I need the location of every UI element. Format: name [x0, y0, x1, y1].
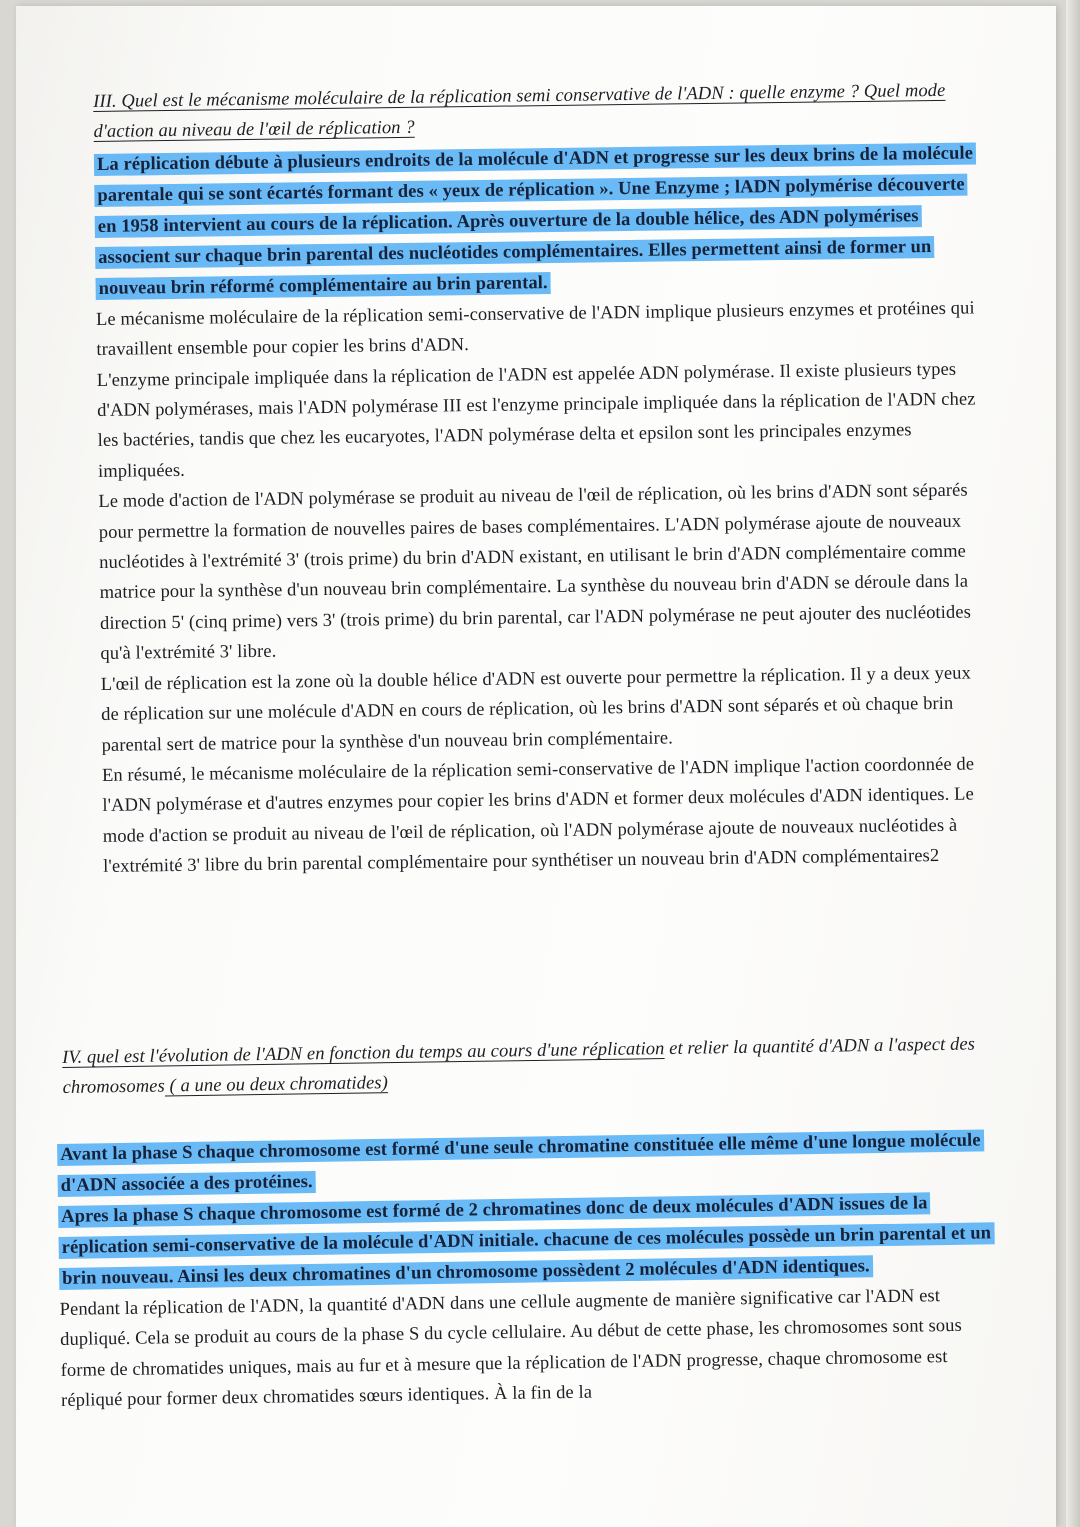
page-edge — [1066, 0, 1080, 1527]
paragraph: L'œil de réplication est la zone où la double hélice d'ADN est ouverte pour permettre la réplication. Il y a deux yeux de réplication sur une molécule d'ADN en cours de réplication, où les brins d'ADN sont séparés et où chaque brin parental sert de matrice pour la synthèse d'un nouveau brin complémentaire. — [100, 663, 972, 756]
paragraph: Le mode d'action de l'ADN polymérase se produit au niveau de l'œil de réplication, où les brins d'ADN sont séparés pour permettre la formation de nouvelles paires de bases complémentaires. L'ADN polymérase ajoute de nouveaux nucléotides à l'extrémité 3' (trois prime) du brin d'ADN existant, en utilisant le brin d'ADN complémentaire comme matrice pour la synthèse d'un nouveau brin complémentaire. La synthèse du nouveau brin d'ADN se déroule dans la direction 5' (cinq prime) vers 3' (trois prime) du brin parental, car l'ADN polymérase ne peut ajouter des nucléotides qu'à l'extrémité 3' libre. — [98, 480, 972, 665]
highlighted-answer-3: La réplication débute à plusieurs endroits de la molécule d'ADN et progresse sur les deux brins de la molécule parentale qui se sont écartés formant des « yeux de réplication ». Une Enzyme ; lADN polymérise découverte en 1958 intervient au cours de la réplication. Après ouverture de la double hélice, des ADN polymérises associent sur chaque brin parental des nucléotides complémentaires. Elles permettent ainsi de former un nouveau brin réformé complémentaire au brin parental. — [94, 138, 976, 305]
paragraph: Le mécanisme moléculaire de la réplication semi-conservative de l'ADN implique plusieurs enzymes et protéines qui travaillent ensemble pour copier les brins d'ADN. — [95, 298, 975, 361]
question-4: IV. quel est l'évolution de l'ADN en fonction du temps au cours d'une réplication et relier la quantité d'ADN a l'aspect des chromosomes ( a une ou deux chromatides) — [62, 1034, 976, 1099]
section-3 — [93, 75, 983, 882]
highlighted-answer-4a: Avant la phase S chaque chromosome est formé d'une seule chromatine constituée elle même d'une longue molécule d'ADN associée a des protéines. — [57, 1125, 993, 1202]
section-4-answer — [57, 1125, 996, 1416]
question-3: III. Quel est le mécanisme moléculaire de la réplication semi conservative de l'ADN : quelle enzyme ? Quel mode d'action au niveau de l'œil de réplication ? — [93, 80, 946, 143]
paragraph: En résumé, le mécanisme moléculaire de la réplication semi-conservative de l'ADN implique l'action coordonnée de l'ADN polymérase et d'autres enzymes pour copier les brins d'ADN et former deux molécules d'ADN identiques. Le mode d'action se produit au niveau de l'œil de réplication, où l'ADN polymérase ajoute de nouveaux nucléotides à l'extrémité 3' libre du brin parental complémentaire pour synthétiser un nouveau brin d'ADN complémentaires2 — [101, 754, 975, 878]
paragraph: L'enzyme principale impliquée dans la réplication de l'ADN est appelée ADN polymérase. Il existe plusieurs types d'ADN polymérases, mais l'ADN polymérase III est l'enzyme principale impliquée dans la réplication de l'ADN chez les bactéries, tandis que chez les eucaryotes, l'ADN polymérase delta et epsilon sont les principales enzymes impliquées. — [96, 359, 976, 482]
paragraph: Pendant la réplication de l'ADN, la quantité d'ADN dans une cellule augmente de manière significative car l'ADN est dupliqué. Cela se produit au cours de la phase S du cycle cellulaire. Au début de cette phase, les chromosomes sont sous forme de chromatides uniques, mais au fur et à mesure que la réplication de l'ADN progresse, chaque chromosome est répliqué pour former deux chromatides sœurs identiques. À la fin de la — [59, 1286, 963, 1412]
highlighted-answer-4b: Apres la phase S chaque chromosome est formé de 2 chromatines donc de deux molécules d'ADN issues de la réplication semi-conservative de la molécule d'ADN initiale. chacune de ces molécules possède un brin parental et un brin nouveau. Ainsi les deux chromatines d'un chromosome possèdent 2 molécules d'ADN identiques. — [58, 1187, 994, 1295]
